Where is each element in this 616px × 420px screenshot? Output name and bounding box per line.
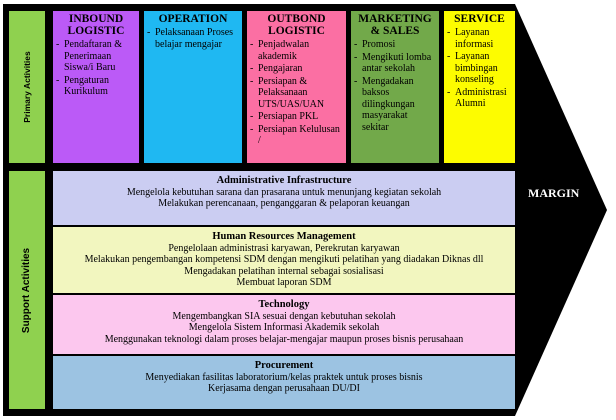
outbond-logistic-box [246,10,347,164]
marketing-sales-title: MARKETING & SALES [358,13,432,37]
support-line: Mengadakan pelatihan internal sebagai sosialisasi [184,265,384,277]
operation-title: OPERATION [158,13,228,25]
outbond-logistic-title: OUTBOND LOGISTIC [267,13,326,37]
support-line: Mengelola kebutuhan sarana dan prasarana untuk menunjang kegiatan sekolah [126,187,442,199]
list-item: - Layanan informasi [447,27,512,50]
administrative-infrastructure-title: Administrative Infrastructure [216,175,352,186]
support-line: Menggunakan teknologi dalam proses belajar-mengajar maupun proses bisnis perusahaan [104,333,464,345]
list-item: - Persiapan Kelulusan / [250,124,343,147]
inbound-logistic-title: INBOUND LOGISTIC [67,13,125,37]
list-item: - Pengajaran [250,63,343,75]
margin-label: MARGIN [528,186,580,200]
operation-box [143,10,243,164]
list-item: - Promosi [354,39,436,51]
support-line: Menyediakan fasilitas laboratorium/kelas praktek untuk proses bisnis [145,372,423,384]
list-item: - Mengadakan baksos dilingkungan masyarakat sekitar [354,76,436,134]
list-item: - Persiapan PKL [250,111,343,123]
support-line: Melakukan perencanaan, penganggaran & pelaporan keuangan [158,198,410,210]
list-item: - Penjadwalan akademik [250,39,343,62]
procurement-title: Procurement [254,360,314,371]
list-item: - Persiapan & Pelaksanaan UTS/UAS/UAN [250,76,343,111]
service-title: SERVICE [454,13,505,25]
list-item: - Pengaturan Kurikulum [56,75,136,98]
primary-activities-label: Primary Activities [8,10,46,164]
procurement-box [52,355,516,410]
technology-title: Technology [258,299,310,310]
marketing-sales-box [350,10,440,164]
support-line: Pengelolaan administrasi karyawan, Perekrutan karyawan [168,243,400,255]
list-item: - Layanan bimbingan konseling [447,51,512,86]
human-resources-box [52,226,516,294]
technology-box [52,294,516,355]
list-item: - Pelaksanaan Proses belajar mengajar [147,27,239,50]
inbound-logistic-box [52,10,140,164]
support-line: Mengembangkan SIA sesuai dengan kebutuhan sekolah [172,311,396,323]
support-line: Mengelola Sistem Informasi Akademik sekolah [188,322,380,334]
support-activities-label: Support Activities [8,170,46,410]
support-line: Melakukan pengembangan kompetensi SDM dengan mengikuti pelatihan yang diadakan Diknas dll [84,254,484,266]
list-item: - Administrasi Alumni [447,87,512,110]
support-line: Membuat laporan SDM [236,276,332,288]
list-item: - Pendaftaran & Penerimaan Siswa/i Baru [56,39,136,74]
human-resources-title: Human Resources Management [212,231,356,242]
support-line: Kerjasama dengan perusahaan DU/DI [208,383,360,395]
list-item: - Mengikuti lomba antar sekolah [354,52,436,75]
service-box [443,10,516,164]
administrative-infrastructure-box [52,170,516,226]
